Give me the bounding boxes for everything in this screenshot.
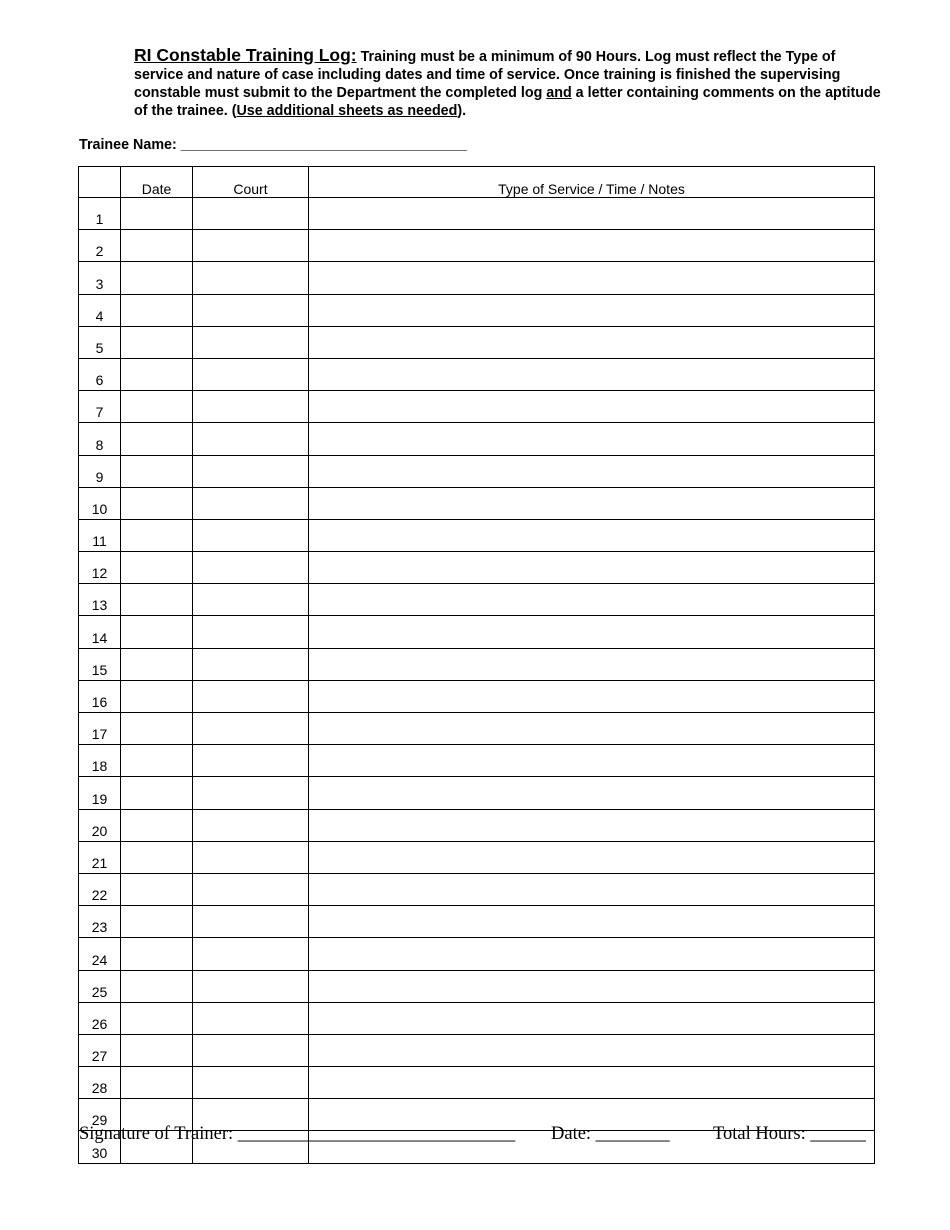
table-row bbox=[79, 616, 875, 648]
instructions-header bbox=[134, 46, 884, 120]
instructions-text-1: Training must be a minimum of 90 Hours. Log must reflect the Type of service and nature of case including dates and time of service. Once training is finished the supervising constable must submit to the Department the completed log bbox=[134, 49, 841, 101]
date-cell[interactable] bbox=[121, 519, 193, 551]
notes-cell[interactable] bbox=[309, 1002, 875, 1034]
date-cell[interactable] bbox=[121, 552, 193, 584]
table-row bbox=[79, 938, 875, 970]
row-number: 18 bbox=[79, 745, 121, 777]
court-cell[interactable] bbox=[193, 455, 309, 487]
court-cell[interactable] bbox=[193, 198, 309, 230]
row-number: 23 bbox=[79, 906, 121, 938]
court-cell[interactable] bbox=[193, 391, 309, 423]
table-row bbox=[79, 552, 875, 584]
column-header-number bbox=[79, 167, 121, 198]
court-cell[interactable] bbox=[193, 906, 309, 938]
date-cell[interactable] bbox=[121, 745, 193, 777]
row-number: 16 bbox=[79, 680, 121, 712]
table-row bbox=[79, 230, 875, 262]
instructions-text-2: a letter containing comments on the aptitude of the trainee. ( bbox=[134, 85, 881, 119]
date-cell[interactable] bbox=[121, 970, 193, 1002]
court-cell[interactable] bbox=[193, 1034, 309, 1066]
table-row bbox=[79, 584, 875, 616]
row-number: 11 bbox=[79, 519, 121, 551]
date-cell[interactable] bbox=[121, 198, 193, 230]
notes-cell[interactable] bbox=[309, 970, 875, 1002]
notes-cell[interactable] bbox=[309, 423, 875, 455]
table-row bbox=[79, 519, 875, 551]
instructions-note: Use additional sheets as needed bbox=[236, 103, 458, 119]
date-cell[interactable] bbox=[121, 487, 193, 519]
date-cell[interactable] bbox=[121, 391, 193, 423]
notes-cell[interactable] bbox=[309, 552, 875, 584]
table-row bbox=[79, 1067, 875, 1099]
date-cell[interactable] bbox=[121, 809, 193, 841]
notes-cell[interactable] bbox=[309, 745, 875, 777]
date-cell[interactable] bbox=[121, 358, 193, 390]
court-cell[interactable] bbox=[193, 873, 309, 905]
court-cell[interactable] bbox=[193, 262, 309, 294]
notes-cell[interactable] bbox=[309, 906, 875, 938]
court-cell[interactable] bbox=[193, 616, 309, 648]
notes-cell[interactable] bbox=[309, 391, 875, 423]
row-number: 8 bbox=[79, 423, 121, 455]
row-number: 27 bbox=[79, 1034, 121, 1066]
table-row bbox=[79, 745, 875, 777]
table-row bbox=[79, 648, 875, 680]
date-cell[interactable] bbox=[121, 326, 193, 358]
date-cell[interactable] bbox=[121, 1067, 193, 1099]
notes-cell[interactable] bbox=[309, 230, 875, 262]
row-number: 17 bbox=[79, 713, 121, 745]
court-cell[interactable] bbox=[193, 519, 309, 551]
trainer-signature-field[interactable]: Signature of Trainer: ______________________________ bbox=[79, 1124, 516, 1144]
table-row bbox=[79, 358, 875, 390]
table-row bbox=[79, 970, 875, 1002]
court-cell[interactable] bbox=[193, 970, 309, 1002]
row-number: 5 bbox=[79, 326, 121, 358]
date-field[interactable]: Date: ________ bbox=[551, 1124, 670, 1144]
row-number: 2 bbox=[79, 230, 121, 262]
date-cell[interactable] bbox=[121, 938, 193, 970]
date-cell[interactable] bbox=[121, 455, 193, 487]
notes-cell[interactable] bbox=[309, 1067, 875, 1099]
date-cell[interactable] bbox=[121, 906, 193, 938]
row-number: 3 bbox=[79, 262, 121, 294]
row-number: 19 bbox=[79, 777, 121, 809]
date-cell[interactable] bbox=[121, 841, 193, 873]
date-cell[interactable] bbox=[121, 423, 193, 455]
notes-cell[interactable] bbox=[309, 938, 875, 970]
court-cell[interactable] bbox=[193, 841, 309, 873]
date-cell[interactable] bbox=[121, 648, 193, 680]
court-cell[interactable] bbox=[193, 680, 309, 712]
table-row bbox=[79, 198, 875, 230]
notes-cell[interactable] bbox=[309, 198, 875, 230]
court-cell[interactable] bbox=[193, 423, 309, 455]
court-cell[interactable] bbox=[193, 777, 309, 809]
row-number: 4 bbox=[79, 294, 121, 326]
row-number: 30 bbox=[79, 1131, 121, 1163]
court-cell[interactable] bbox=[193, 648, 309, 680]
row-number: 12 bbox=[79, 552, 121, 584]
training-log-table bbox=[78, 166, 875, 1164]
table-row bbox=[79, 487, 875, 519]
notes-cell[interactable] bbox=[309, 680, 875, 712]
table-row bbox=[79, 1002, 875, 1034]
date-cell[interactable] bbox=[121, 777, 193, 809]
date-cell[interactable] bbox=[121, 262, 193, 294]
notes-cell[interactable] bbox=[309, 841, 875, 873]
table-row bbox=[79, 262, 875, 294]
total-hours-field[interactable]: Total Hours: ______ bbox=[713, 1124, 866, 1144]
row-number: 21 bbox=[79, 841, 121, 873]
row-number: 25 bbox=[79, 970, 121, 1002]
date-cell[interactable] bbox=[121, 713, 193, 745]
court-cell[interactable] bbox=[193, 230, 309, 262]
table-row bbox=[79, 455, 875, 487]
row-number: 14 bbox=[79, 616, 121, 648]
court-cell[interactable] bbox=[193, 745, 309, 777]
table-row bbox=[79, 906, 875, 938]
court-cell[interactable] bbox=[193, 294, 309, 326]
table-row bbox=[79, 873, 875, 905]
date-cell[interactable] bbox=[121, 584, 193, 616]
court-cell[interactable] bbox=[193, 358, 309, 390]
court-cell[interactable] bbox=[193, 487, 309, 519]
notes-cell[interactable] bbox=[309, 358, 875, 390]
row-number: 22 bbox=[79, 873, 121, 905]
row-number: 26 bbox=[79, 1002, 121, 1034]
table-row bbox=[79, 680, 875, 712]
row-number: 7 bbox=[79, 391, 121, 423]
notes-cell[interactable] bbox=[309, 1034, 875, 1066]
table-row bbox=[79, 391, 875, 423]
table-header-row bbox=[79, 167, 875, 198]
row-number: 6 bbox=[79, 358, 121, 390]
row-number: 13 bbox=[79, 584, 121, 616]
court-cell[interactable] bbox=[193, 713, 309, 745]
notes-cell[interactable] bbox=[309, 713, 875, 745]
court-cell[interactable] bbox=[193, 326, 309, 358]
court-cell[interactable] bbox=[193, 938, 309, 970]
instructions-and: and bbox=[546, 85, 572, 101]
row-number: 29 bbox=[79, 1099, 121, 1131]
date-cell[interactable] bbox=[121, 1034, 193, 1066]
table-row bbox=[79, 423, 875, 455]
notes-cell[interactable] bbox=[309, 294, 875, 326]
date-cell[interactable] bbox=[121, 680, 193, 712]
date-cell[interactable] bbox=[121, 873, 193, 905]
row-number: 24 bbox=[79, 938, 121, 970]
table-row bbox=[79, 809, 875, 841]
table-body bbox=[79, 198, 875, 1164]
notes-cell[interactable] bbox=[309, 455, 875, 487]
court-cell[interactable] bbox=[193, 552, 309, 584]
notes-cell[interactable] bbox=[309, 519, 875, 551]
row-number: 1 bbox=[79, 198, 121, 230]
table-row bbox=[79, 713, 875, 745]
column-header-date: Date bbox=[121, 167, 193, 198]
table-row bbox=[79, 777, 875, 809]
notes-cell[interactable] bbox=[309, 873, 875, 905]
table-row bbox=[79, 294, 875, 326]
table-row bbox=[79, 326, 875, 358]
document-title: RI Constable Training Log: bbox=[134, 45, 357, 65]
date-cell[interactable] bbox=[121, 294, 193, 326]
instructions-text-3: ). bbox=[457, 103, 467, 119]
row-number: 10 bbox=[79, 487, 121, 519]
notes-cell[interactable] bbox=[309, 648, 875, 680]
notes-cell[interactable] bbox=[309, 584, 875, 616]
notes-cell[interactable] bbox=[309, 616, 875, 648]
notes-cell[interactable] bbox=[309, 326, 875, 358]
column-header-notes: Type of Service / Time / Notes bbox=[309, 167, 875, 198]
row-number: 15 bbox=[79, 648, 121, 680]
notes-cell[interactable] bbox=[309, 809, 875, 841]
trainee-name-field[interactable]: Trainee Name: ____________________________________ bbox=[79, 137, 467, 153]
notes-cell[interactable] bbox=[309, 262, 875, 294]
table-row bbox=[79, 841, 875, 873]
court-cell[interactable] bbox=[193, 1067, 309, 1099]
column-header-court: Court bbox=[193, 167, 309, 198]
notes-cell[interactable] bbox=[309, 487, 875, 519]
date-cell[interactable] bbox=[121, 616, 193, 648]
date-cell[interactable] bbox=[121, 1002, 193, 1034]
court-cell[interactable] bbox=[193, 584, 309, 616]
table-row bbox=[79, 1034, 875, 1066]
row-number: 9 bbox=[79, 455, 121, 487]
row-number: 20 bbox=[79, 809, 121, 841]
court-cell[interactable] bbox=[193, 1002, 309, 1034]
date-cell[interactable] bbox=[121, 230, 193, 262]
notes-cell[interactable] bbox=[309, 777, 875, 809]
court-cell[interactable] bbox=[193, 809, 309, 841]
row-number: 28 bbox=[79, 1067, 121, 1099]
